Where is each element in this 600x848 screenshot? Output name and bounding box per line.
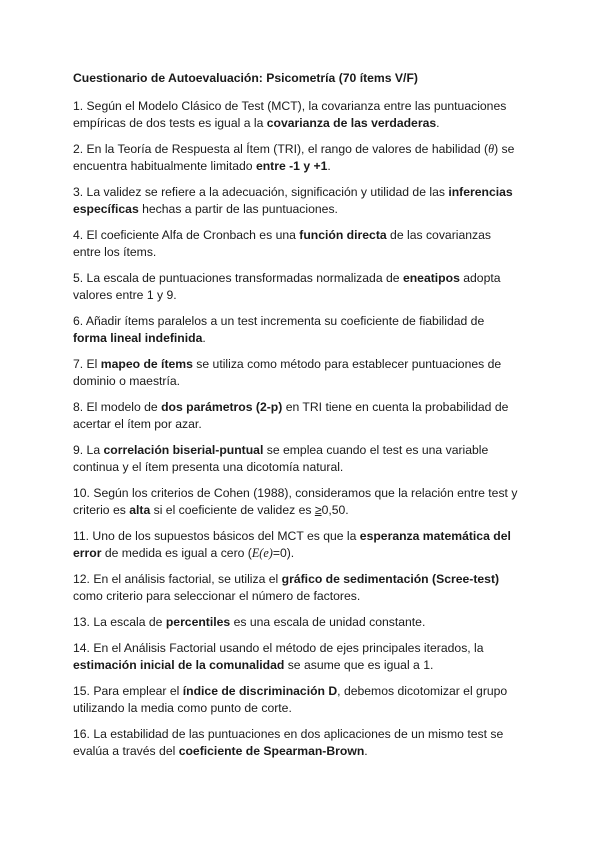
question-text: . bbox=[436, 116, 440, 130]
greater-equal-symbol: ≥ bbox=[314, 503, 322, 517]
theta-symbol: θ bbox=[488, 142, 495, 156]
question-item-16 bbox=[73, 726, 518, 760]
question-text: 6. Añadir ítems paralelos a un test incrementa su coeficiente de fiabilidad de bbox=[73, 314, 485, 328]
question-key-term: percentiles bbox=[165, 615, 231, 629]
question-item-5 bbox=[73, 270, 518, 304]
question-text: si el coeficiente de validez es bbox=[150, 503, 315, 517]
question-key-term: función directa bbox=[299, 228, 387, 242]
question-item-14 bbox=[73, 640, 518, 674]
question-key-term: índice de discriminación D bbox=[182, 684, 338, 698]
question-text: , debemos dicotomizar el grupo utilizando la media como punto de corte. bbox=[73, 684, 508, 715]
question-key-term: covarianza de las verdaderas bbox=[266, 116, 437, 130]
question-item-12 bbox=[73, 571, 518, 605]
question-text: 16. La estabilidad de las puntuaciones en dos aplicaciones de un mismo test se evalúa a través del bbox=[73, 727, 504, 758]
question-item-2 bbox=[73, 141, 518, 175]
question-text: 0,50. bbox=[321, 503, 349, 517]
question-item-7 bbox=[73, 356, 518, 390]
question-item-10 bbox=[73, 485, 518, 519]
question-key-term: coeficiente de Spearman-Brown bbox=[178, 744, 365, 758]
question-text: 5. La escala de puntuaciones transformadas normalizada de bbox=[73, 271, 403, 285]
question-key-term: mapeo de ítems bbox=[100, 357, 193, 371]
question-text: . bbox=[327, 159, 331, 173]
question-text: . bbox=[364, 744, 368, 758]
question-text: de las covarianzas entre los ítems. bbox=[73, 228, 491, 259]
question-text: se utiliza como método para establecer puntuaciones de dominio o maestría. bbox=[73, 357, 502, 388]
question-text: 11. Uno de los supuestos básicos del MCT es que la bbox=[73, 529, 360, 543]
question-key-term: inferencias específicas bbox=[73, 185, 513, 216]
question-key-term: dos parámetros (2-p) bbox=[161, 400, 283, 414]
question-item-15 bbox=[73, 683, 518, 717]
question-text: se asume que es igual a 1. bbox=[284, 658, 434, 672]
question-text: 8. El modelo de bbox=[73, 400, 162, 414]
question-item-4 bbox=[73, 227, 518, 261]
question-text: de medida es igual a cero ( bbox=[101, 546, 252, 560]
question-text: 13. La escala de bbox=[73, 615, 166, 629]
question-text: 2. En la Teoría de Respuesta al Ítem (TRI), el rango de valores de habilidad ( bbox=[73, 142, 489, 156]
question-text: ) se encuentra habitualmente limitado bbox=[73, 142, 515, 173]
question-text: . bbox=[202, 331, 206, 345]
question-text: 1. Según el Modelo Clásico de Test (MCT), la covarianza entre las puntuaciones empíricas de dos tests es igual a la bbox=[73, 99, 507, 130]
question-text: como criterio para seleccionar el número de factores. bbox=[73, 589, 361, 603]
question-key-term: alta bbox=[129, 503, 151, 517]
question-text: 10. Según los criterios de Cohen (1988), consideramos que la relación entre test y criterio es bbox=[73, 486, 518, 517]
expectation-symbol: E(e) bbox=[251, 546, 273, 560]
question-text: 14. En el Análisis Factorial usando el método de ejes principales iterados, la bbox=[73, 641, 484, 655]
question-text: 12. En el análisis factorial, se utiliza el bbox=[73, 572, 282, 586]
question-item-8 bbox=[73, 399, 518, 433]
question-text: 3. La validez se refiere a la adecuación, significación y utilidad de las bbox=[73, 185, 449, 199]
question-text: 15. Para emplear el bbox=[73, 684, 183, 698]
question-text: 4. El coeficiente Alfa de Cronbach es una bbox=[73, 228, 300, 242]
question-key-term: entre -1 y +1 bbox=[255, 159, 328, 173]
question-item-9 bbox=[73, 442, 518, 476]
question-key-term: correlación biserial-puntual bbox=[103, 443, 264, 457]
question-text: en TRI tiene en cuenta la probabilidad de acertar el ítem por azar. bbox=[73, 400, 509, 431]
question-text: 7. El bbox=[73, 357, 101, 371]
question-key-term: forma lineal indefinida bbox=[73, 331, 203, 345]
question-text: hechas a partir de las puntuaciones. bbox=[138, 202, 338, 216]
question-key-term: esperanza matemática del error bbox=[73, 529, 511, 560]
question-text: =0). bbox=[272, 546, 295, 560]
question-item-6 bbox=[73, 313, 518, 347]
question-text: se emplea cuando el test es una variable continua y el ítem presenta una dicotomía natural. bbox=[73, 443, 489, 474]
question-text: es una escala de unidad constante. bbox=[230, 615, 426, 629]
question-item-1 bbox=[73, 98, 518, 132]
question-text: 9. La bbox=[73, 443, 104, 457]
question-text: adopta valores entre 1 y 9. bbox=[73, 271, 501, 302]
question-item-3 bbox=[73, 184, 518, 218]
page-title: Cuestionario de Autoevaluación: Psicometría (70 ítems V/F) bbox=[73, 71, 418, 85]
question-item-13 bbox=[73, 614, 518, 631]
question-key-term: estimación inicial de la comunalidad bbox=[73, 658, 285, 672]
question-item-11 bbox=[73, 528, 518, 562]
question-key-term: gráfico de sedimentación (Scree-test) bbox=[281, 572, 500, 586]
question-key-term: eneatipos bbox=[402, 271, 460, 285]
